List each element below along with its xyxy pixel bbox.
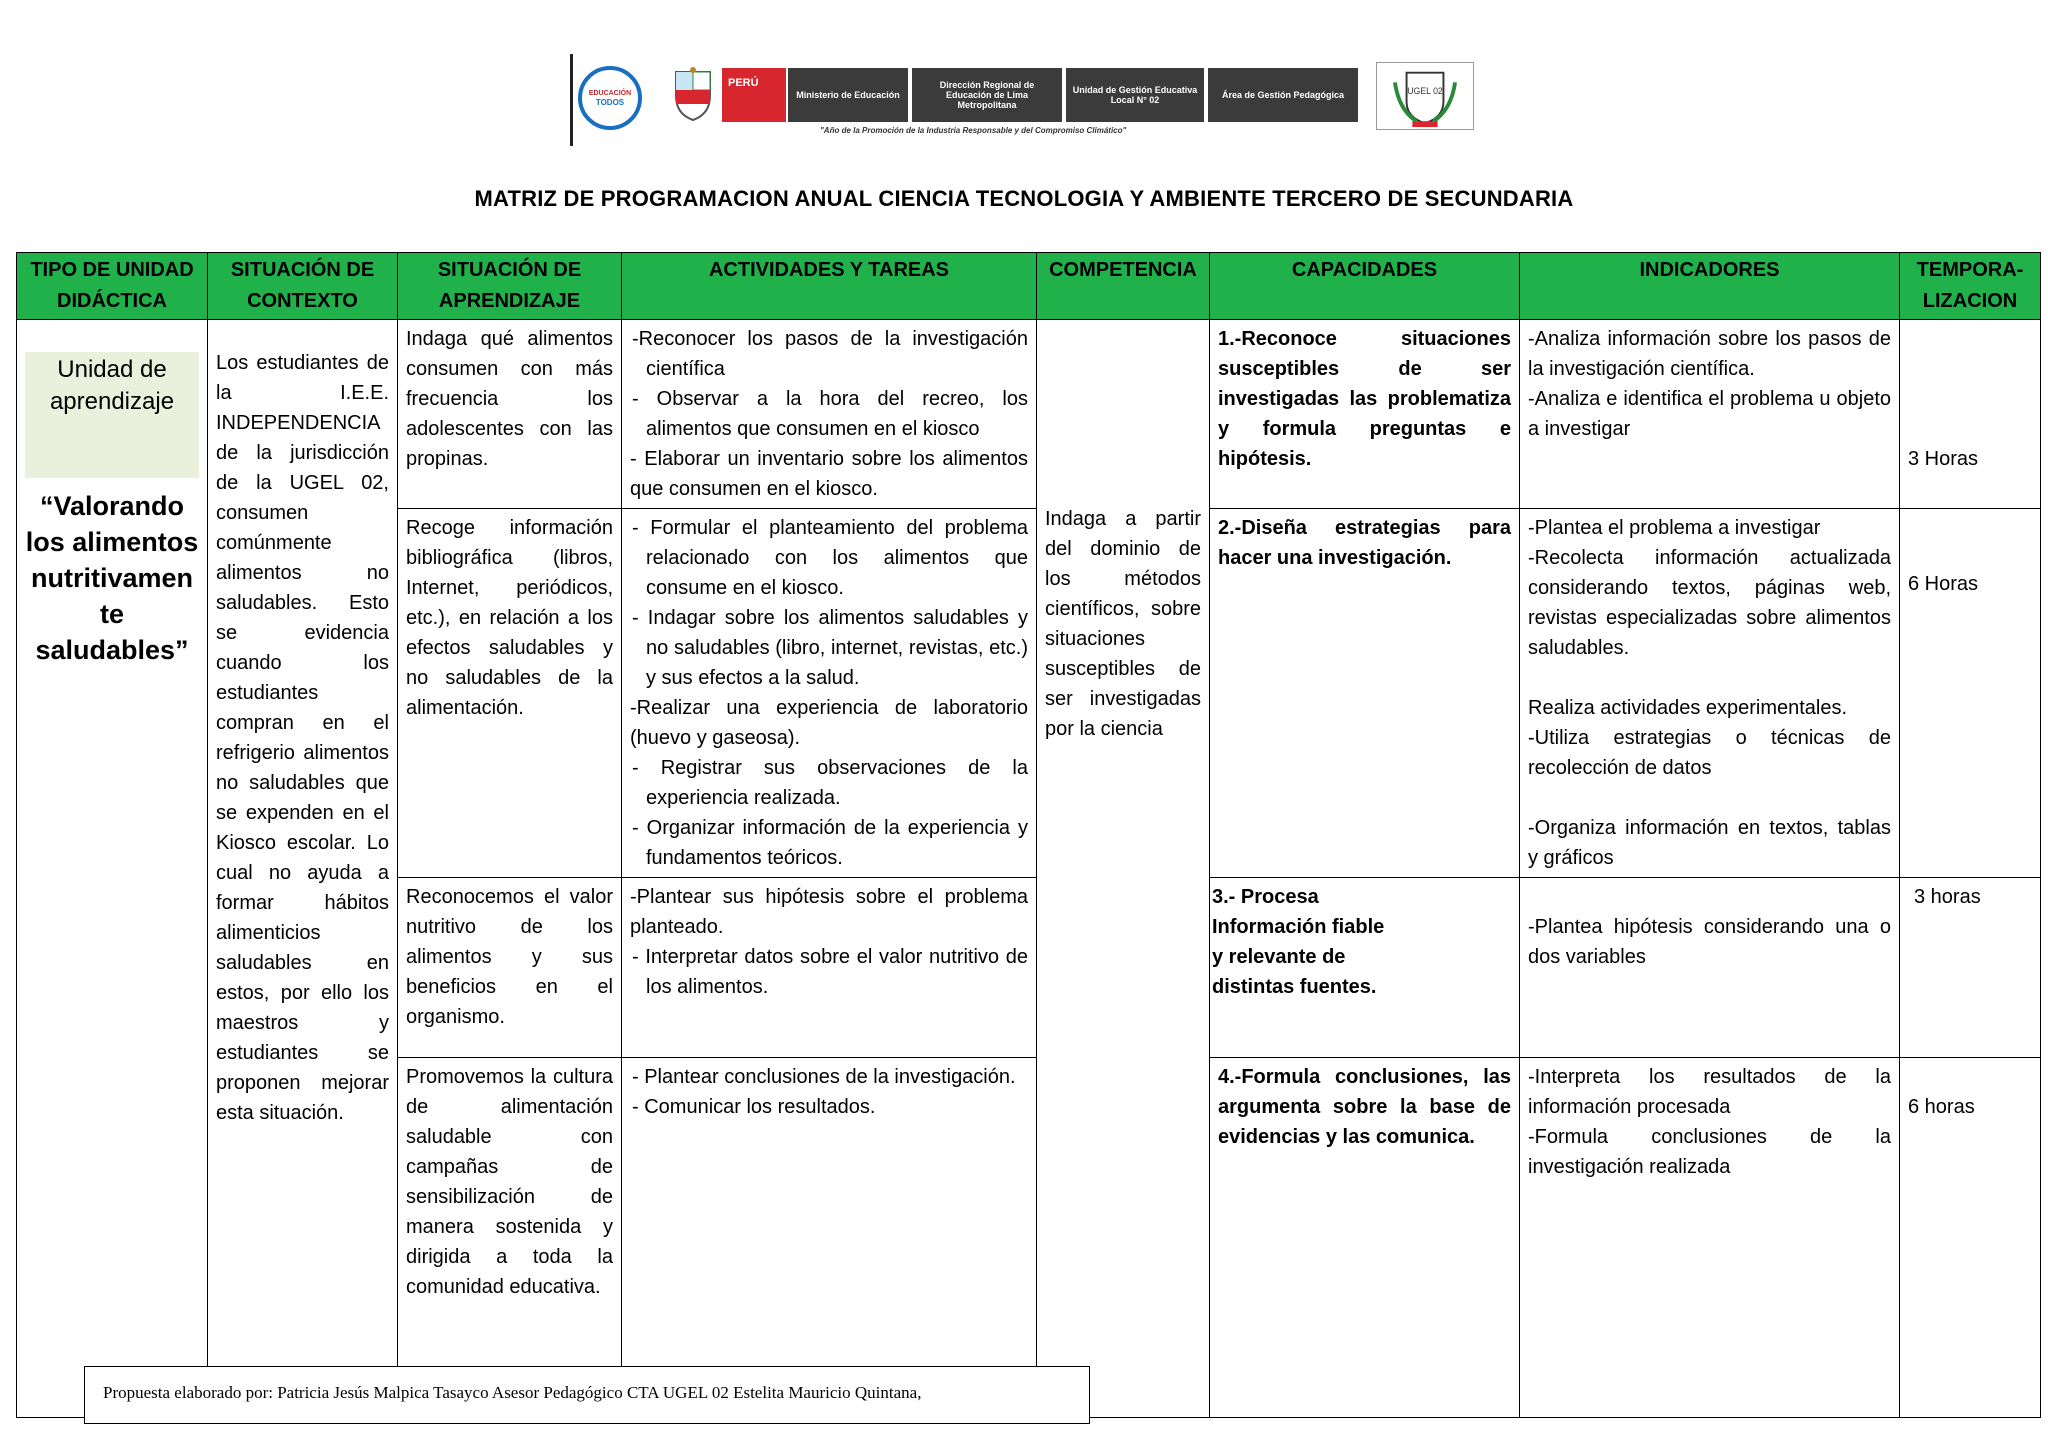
indicator-item: -Recolecta información actualizada considerando textos, páginas web, revistas especializadas sobre alimentos saludables. bbox=[1528, 547, 1891, 659]
activities-cell bbox=[622, 878, 1037, 1058]
learning-cell bbox=[398, 1058, 622, 1418]
ugel-unit-label: Unidad de Gestión Educativa Local N° 02 bbox=[1064, 68, 1204, 122]
capacity-cell bbox=[1210, 509, 1520, 878]
activity-item: - Observar a la hora del recreo, los alimentos que consumen en el kiosco bbox=[632, 388, 1028, 440]
activity-item: - Plantear conclusiones de la investigación. bbox=[632, 1066, 1016, 1088]
national-shield-icon bbox=[668, 66, 718, 124]
context-cell bbox=[208, 320, 398, 1418]
author-footer: Propuesta elaborado por: Patricia Jesús Malpica Tasayco Asesor Pedagógico CTA UGEL 02 Estelita Mauricio Quintana, bbox=[84, 1366, 1090, 1424]
activity-item: - Elaborar un inventario sobre los alimentos que consumen en el kiosco. bbox=[630, 448, 1028, 500]
time-text: 3 Horas bbox=[1908, 448, 1979, 470]
indicators-cell bbox=[1520, 320, 1900, 509]
indicator-item: -Interpreta los resultados de la información procesada bbox=[1528, 1066, 1891, 1118]
time-text: 6 Horas bbox=[1908, 573, 1979, 595]
regional-direction-label: Dirección Regional de Educación de Lima Metropolitana bbox=[910, 68, 1062, 122]
activity-item: - Registrar sus observaciones de la experiencia realizada. bbox=[632, 757, 1028, 809]
indicator-item: Realiza actividades experimentales. bbox=[1528, 697, 1848, 719]
col-header-activities: ACTIVIDADES Y TAREAS bbox=[622, 253, 1037, 320]
indicator-item: -Analiza información sobre los pasos de la investigación científica. bbox=[1528, 328, 1891, 380]
indicators-cell bbox=[1520, 1058, 1900, 1418]
ugel-logo-text: UGEL 02 bbox=[1407, 86, 1443, 97]
indicator-item: -Plantea hipótesis considerando una o dos variables bbox=[1528, 916, 1891, 968]
year-motto: "Año de la Promoción de la Industria Responsable y del Compromiso Climático" bbox=[820, 126, 1127, 135]
col-header-context: SITUACIÓN DE CONTEXTO bbox=[208, 253, 398, 320]
learning-text: Indaga qué alimentos consumen con más frecuencia los adolescentes con las propinas. bbox=[406, 328, 613, 470]
col-header-competence: COMPETENCIA bbox=[1037, 253, 1210, 320]
header-row bbox=[17, 253, 2041, 320]
activity-item: -Reconocer los pasos de la investigación científica bbox=[632, 328, 1028, 380]
activity-item: -Plantear sus hipótesis sobre el problema planteado. bbox=[630, 886, 1028, 938]
indicator-item: -Organiza información en textos, tablas y gráficos bbox=[1528, 817, 1891, 869]
col-header-capacities: CAPACIDADES bbox=[1210, 253, 1520, 320]
activity-item: - Interpretar datos sobre el valor nutritivo de los alimentos. bbox=[632, 946, 1028, 998]
pedagogical-area-label: Área de Gestión Pedagógica bbox=[1206, 68, 1358, 122]
col-header-time: TEMPORA-LIZACION bbox=[1900, 253, 2041, 320]
table-row bbox=[17, 320, 2041, 509]
indicators-cell bbox=[1520, 878, 1900, 1058]
indicator-item: -Analiza e identifica el problema u objeto a investigar bbox=[1528, 388, 1891, 440]
activities-cell bbox=[622, 320, 1037, 509]
learning-cell bbox=[398, 320, 622, 509]
capacity-cell bbox=[1210, 878, 1520, 1058]
capacity-text: 1.-Reconoce situaciones susceptibles de ser investigadas las problematiza y formula preguntas e hipótesis. bbox=[1218, 328, 1511, 470]
time-cell bbox=[1900, 878, 2041, 1058]
activities-cell bbox=[622, 509, 1037, 878]
indicator-item: -Plantea el problema a investigar bbox=[1528, 517, 1821, 539]
learning-text: Reconocemos el valor nutritivo de los alimentos y sus beneficios en el organismo. bbox=[406, 886, 613, 1028]
time-cell bbox=[1900, 320, 2041, 509]
capacity-text: 2.-Diseña estrategias para hacer una investigación. bbox=[1218, 517, 1511, 569]
activities-cell bbox=[622, 1058, 1037, 1418]
col-header-unit-type: TIPO DE UNIDAD DIDÁCTICA bbox=[17, 253, 208, 320]
competence-cell bbox=[1037, 320, 1210, 1418]
activity-item: -Realizar una experiencia de laboratorio (huevo y gaseosa). bbox=[630, 697, 1028, 749]
unit-name: “Valorando los alimentos nutritivamen te saludables” bbox=[25, 491, 199, 665]
unit-type-cell bbox=[17, 320, 208, 1418]
capacity-text: 4.-Formula conclusiones, las argumenta sobre la base de evidencias y las comunica. bbox=[1218, 1066, 1511, 1148]
capacity-cell bbox=[1210, 1058, 1520, 1418]
capacity-cell bbox=[1210, 320, 1520, 509]
indicator-item: -Formula conclusiones de la investigación realizada bbox=[1528, 1126, 1891, 1178]
time-text: 6 horas bbox=[1908, 1096, 1975, 1118]
activity-item: - Indagar sobre los alimentos saludables y no saludables (libro, internet, revistas, etc.) y sus efectos a la salud. bbox=[632, 607, 1028, 689]
context-text: Los estudiantes de la I.E.E. INDEPENDENCIA de la jurisdicción de la UGEL 02, consumen comúnmente alimentos no saludables. Esto se evidencia cuando los estudiantes compran en el refrigerio alimentos no saludables que se expenden en el Kiosco escolar. Lo cual no ayuda a formar hábitos alimenticios saludables en estos, por ello los maestros y estudiantes se proponen mejorar esta situación. bbox=[216, 352, 389, 1124]
time-cell bbox=[1900, 1058, 2041, 1418]
activity-item: - Formular el planteamiento del problema relacionado con los alimentos que consume en el kiosco. bbox=[632, 517, 1028, 599]
capacity-text: 3.- Procesa Información fiable y relevante de distintas fuentes. bbox=[1212, 886, 1385, 998]
ugel-crest-icon bbox=[1376, 62, 1474, 130]
header-divider bbox=[570, 54, 573, 146]
unit-type-label: Unidad de aprendizaje bbox=[25, 352, 199, 478]
time-cell bbox=[1900, 509, 2041, 878]
logo-circle-line1: EDUCACIÓN bbox=[588, 89, 632, 97]
programming-matrix-table bbox=[16, 252, 2041, 1418]
time-text: 3 horas bbox=[1914, 886, 1981, 908]
learning-text: Promovemos la cultura de alimentación saludable con campañas de sensibilización de manera sostenida y dirigida a toda la comunidad educativa. bbox=[406, 1066, 613, 1298]
logo-circle-line2: TODOS bbox=[595, 97, 625, 107]
indicator-item: -Utiliza estrategias o técnicas de recolección de datos bbox=[1528, 727, 1891, 779]
activity-item: - Organizar información de la experiencia y fundamentos teóricos. bbox=[632, 817, 1028, 869]
document-title: MATRIZ DE PROGRAMACION ANUAL CIENCIA TECNOLOGIA Y AMBIENTE TERCERO DE SECUNDARIA bbox=[474, 186, 1574, 211]
education-logo bbox=[578, 66, 642, 130]
peru-label: PERÚ bbox=[722, 68, 786, 122]
indicators-cell bbox=[1520, 509, 1900, 878]
competence-text: Indaga a partir del dominio de los métodos científicos, sobre situaciones susceptibles de ser investigadas por la ciencia bbox=[1045, 508, 1201, 740]
learning-cell bbox=[398, 878, 622, 1058]
activity-item: - Comunicar los resultados. bbox=[632, 1096, 876, 1118]
learning-cell bbox=[398, 509, 622, 878]
learning-text: Recoge información bibliográfica (libros, Internet, periódicos, etc.), en relación a los efectos saludables y no saludables de la alimentación. bbox=[406, 517, 613, 719]
ministry-label: Ministerio de Educación bbox=[786, 68, 908, 122]
col-header-indicators: INDICADORES bbox=[1520, 253, 1900, 320]
col-header-learning: SITUACIÓN DE APRENDIZAJE bbox=[398, 253, 622, 320]
